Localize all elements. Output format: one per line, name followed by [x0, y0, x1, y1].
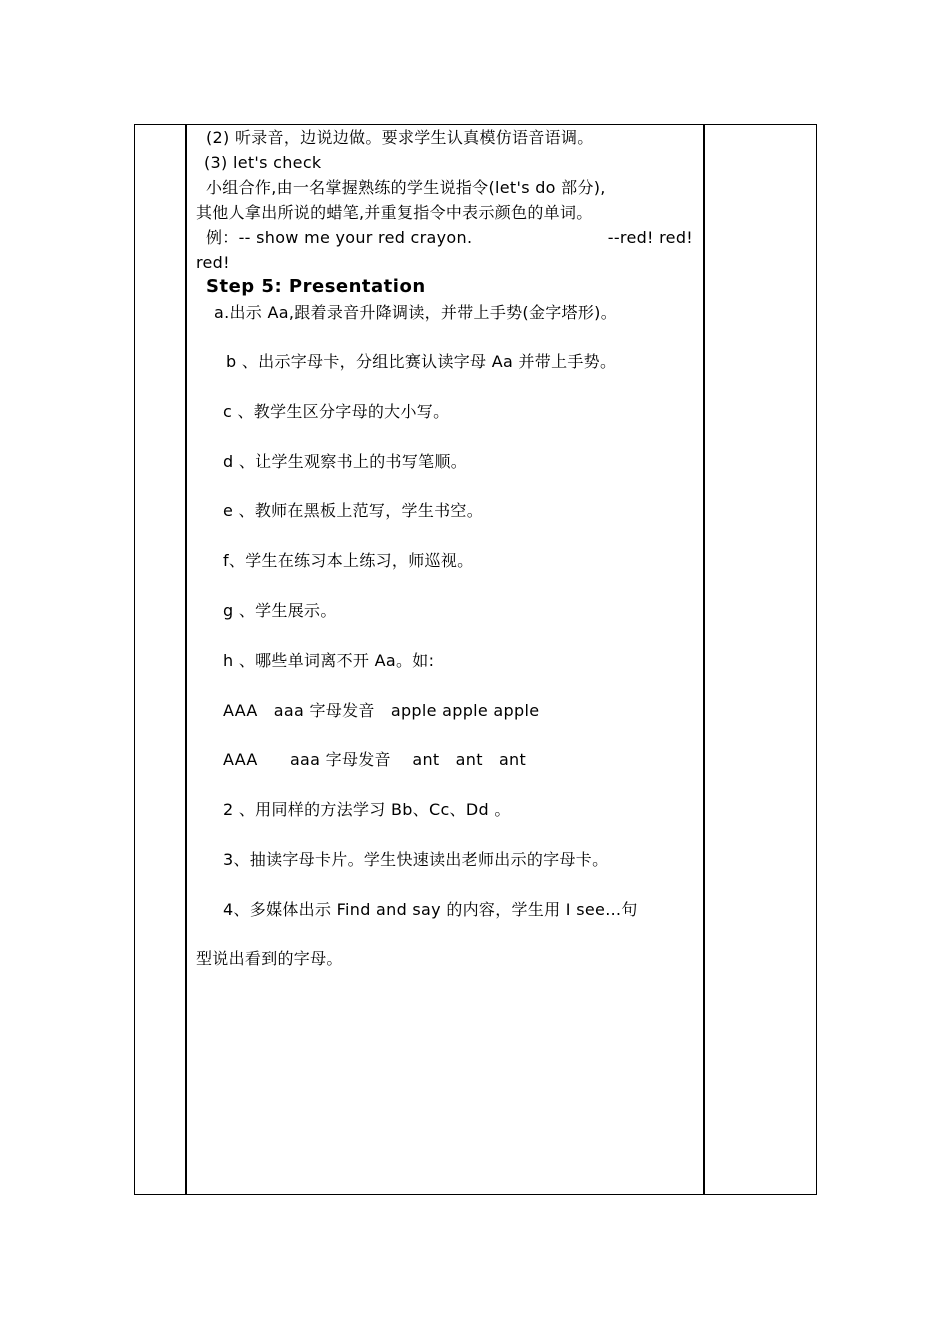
line-others-take-crayon: 其他人拿出所说的蜡笔,并重复指令中表示颜色的单词。	[196, 203, 593, 222]
line-step-c: c 、教学生区分字母的大小写。	[223, 402, 450, 421]
line-aaa-ant: AAA aaa 字母发音 ant ant ant	[223, 750, 527, 769]
line-step-d: d 、让学生观察书上的书写笔顺。	[223, 452, 468, 471]
line-step-3: 3、抽读字母卡片。学生快速读出老师出示的字母卡。	[223, 850, 609, 869]
line-step-e: e 、教师在黑板上范写，学生书空。	[223, 501, 484, 520]
line-step-b: b 、出示字母卡，分组比赛认读字母 Aa 并带上手势。	[226, 352, 617, 371]
table-right-column	[705, 125, 816, 1194]
line-group-work: 小组合作,由一名掌握熟练的学生说指令(let's do 部分),	[206, 178, 606, 197]
line-step-f: f、学生在练习本上练习，师巡视。	[223, 551, 474, 570]
table-left-column	[135, 125, 185, 1194]
line-step-a: a.出示 Aa,跟着录音升降调读，并带上手势(金字塔形)。	[214, 303, 617, 322]
column-divider-left	[185, 125, 187, 1194]
step-heading: Step 5: Presentation	[206, 276, 426, 297]
line-listen-recording: (2) 听录音，边说边做。要求学生认真模仿语音语调。	[206, 128, 594, 147]
example-instruction: 例：-- show me your red crayon.	[206, 228, 473, 247]
line-lets-check: (3) let's check	[204, 153, 322, 172]
line-step-2: 2 、用同样的方法学习 Bb、Cc、Dd 。	[223, 800, 511, 819]
line-step-g: g 、学生展示。	[223, 601, 337, 620]
example-response: --red! red!	[607, 228, 693, 247]
line-example-continued: red!	[196, 253, 230, 272]
line-step-4-continued: 型说出看到的字母。	[196, 949, 343, 968]
line-step-h: h 、哪些单词离不开 Aa。如:	[223, 651, 435, 670]
line-step-4: 4、多媒体出示 Find and say 的内容，学生用 I see…句	[223, 900, 638, 919]
line-example	[206, 228, 693, 248]
line-aaa-apple: AAA aaa 字母发音 apple apple apple	[223, 701, 540, 720]
